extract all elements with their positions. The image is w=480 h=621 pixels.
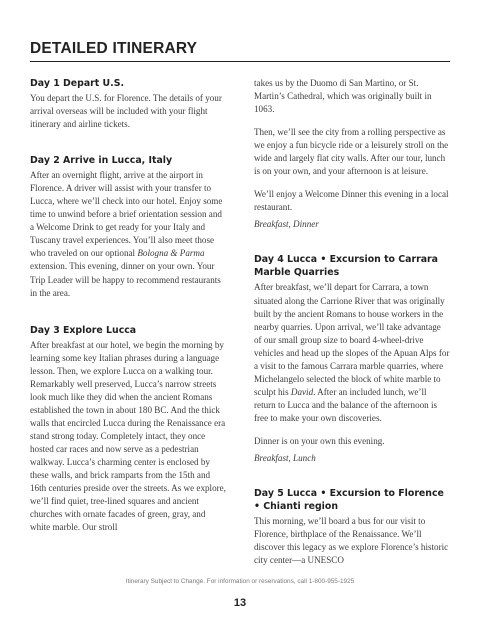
day5-body: This morning, we’ll board a bus for our visit to Florence, birthplace of the Renaissance. We’ll discover this legacy as we explore Florence’s historic city center—a UNESCO bbox=[254, 516, 449, 566]
day4-heading: Day 4 Lucca • Excursion to Carrara Marble Quarries bbox=[254, 254, 438, 279]
day4-paragraph-2: Dinner is on your own this evening. bbox=[254, 435, 385, 446]
day2-body bbox=[30, 169, 226, 299]
right-column bbox=[254, 77, 450, 567]
day3-paragraph-2: Then, we’ll see the city from a rolling perspective as we enjoy a fun bicycle ride or a leisurely stroll on the wide and largely flat city walls. After our tour, lunch is on your own, and your afternoon is at leisure. bbox=[254, 127, 449, 177]
day3-body: After breakfast at our hotel, we begin the morning by learning some key Italian phrases during a language lesson. Then, we explore Lucca on a walking tour. Remarkably well preserved, Lucca’s narrow streets look much like they did when the ancient Romans established the town in about 180 BC. And the thick walls that encircled Lucca during the Renaissance era stand strong today. Completely intact, they once hosted car races and now serve as a pedestrian walkway. Lucca’s charming center is enclosed by these walls, and brick ramparts from the 15th and 16th centuries preside over the streets. As we explore, we’ll find quiet, tree-lined squares and ancient churches with ornate facades of green, gray, and white marble. Our stroll bbox=[30, 339, 226, 533]
day3-meals: Breakfast, Dinner bbox=[254, 219, 319, 230]
page-number: 13 bbox=[233, 597, 247, 609]
day2-heading: Day 2 Arrive in Lucca, Italy bbox=[30, 155, 173, 167]
day4-meals: Breakfast, Lunch bbox=[254, 453, 316, 464]
day2-body-italic: Bologna & Parma bbox=[137, 248, 205, 259]
title-rule bbox=[30, 61, 450, 62]
day4-body-italic: David bbox=[290, 386, 314, 397]
page-title: DETAILED ITINERARY bbox=[30, 40, 198, 57]
day3-paragraph-3: We’ll enjoy a Welcome Dinner this evening in a local restaurant. bbox=[254, 189, 449, 213]
day2-body-b: extension. This evening, dinner on your own. Your Trip Leader will be happy to recommend restaurants in the area. bbox=[30, 261, 221, 298]
day3-heading: Day 3 Explore Lucca bbox=[30, 324, 137, 336]
day1-heading: Day 1 Depart U.S. bbox=[30, 78, 125, 89]
day1-body: You depart the U.S. for Florence. The details of your arrival overseas will be included with your flight itinerary and airline tickets. bbox=[30, 93, 222, 130]
left-column bbox=[30, 77, 226, 534]
day4-body bbox=[254, 281, 450, 425]
day3-continued: takes us by the Duomo di San Martino, or St. Martin’s Cathedral, which was originally built in 1063. bbox=[254, 78, 432, 115]
day4-body-b: . After an included lunch, we’ll return to Lucca and the balance of the afternoon is free to make your own discoveries. bbox=[254, 386, 438, 423]
day4-body-a: After breakfast, we’ll depart for Carrara, a town situated along the Carrione River that was originally built by the ancient Romans to house workers in the nearby quarries. Upon arrival, we’ll take advantage of our small group size to board 4-wheel-drive vehicles and head up the slopes of the Apuan Alps for a visit to the famous Carrara marble quarries, where Michelangelo selected the block of white marble to sculpt his bbox=[254, 282, 450, 397]
day2-body-a: After an overnight flight, arrive at the airport in Florence. A driver will assist with your transfer to Lucca, where we’ll check into our hotel. Enjoy some time to unwind before a brief orientation session and a Welcome Drink to get ready for your Italy and Tuscany travel experiences. You’ll also meet those who traveled on our optional bbox=[30, 170, 223, 259]
footer-note: Itinerary Subject to Change. For information or reservations, call 1-800-955-1925 bbox=[125, 578, 355, 585]
day5-heading: Day 5 Lucca • Excursion to Florence • Chianti region bbox=[254, 488, 444, 513]
